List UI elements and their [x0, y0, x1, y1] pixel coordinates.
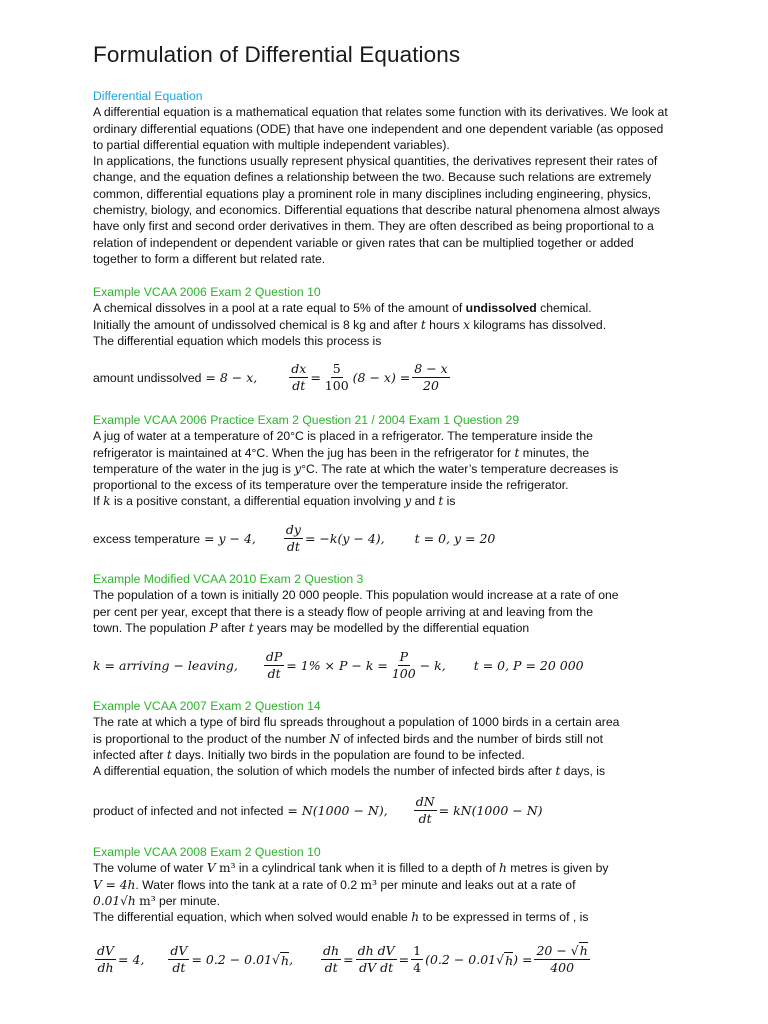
fraction-numerator: 1 — [413, 943, 422, 958]
fraction-denominator: dh — [97, 960, 114, 975]
intro-paragraph-2: In applications, the functions usually represent physical quantities, the derivatives represent their rates of change, and the equation defines a relationship between the two. Because such relations are extremely common, differential equations play a prominent role in many disciplines including engineering, physics, chemistry, biology, and economics. Differential equations that describe natural phenomena almost always have only first and second order derivatives in them. They are often described as being proportional to a relation of independent or dependent variable or given rates that can be multiplied together or added together to form a different but related rate. — [93, 154, 661, 266]
example-2-heading: Example VCAA 2006 Practice Exam 2 Question 21 / 2004 Exam 1 Question 29 — [93, 413, 520, 427]
document-page — [93, 42, 673, 86]
example-2-section — [93, 412, 673, 510]
eq-expression: = −k(y − 4), — [304, 531, 385, 546]
text-run: after — [217, 620, 249, 635]
derivative-dv-dt — [168, 944, 189, 975]
fraction-denominator: 20 — [423, 378, 439, 393]
math-var-k: k — [103, 494, 111, 509]
emphasis-undissolved: undissolved — [465, 301, 537, 316]
example-5-line-2 — [93, 877, 673, 893]
example-3-heading: Example Modified VCAA 2010 Exam 2 Question 3 — [93, 572, 364, 586]
math-var-t: t — [514, 445, 520, 460]
fraction-numerator: dP — [265, 649, 283, 664]
example-4-line-3 — [93, 747, 673, 763]
intro-paragraph-1: A differential equation is a mathematical equation that relates some function with its derivatives. We look at ordinary differential equations (ODE) that have one independent and one dependent variable (as opposed to partial differential equation with multiple independent variables). — [93, 105, 668, 152]
text-run: per minute. — [155, 893, 220, 908]
example-2-line-5 — [93, 493, 673, 509]
example-2-line-2 — [93, 445, 673, 461]
example-1-equation — [93, 362, 452, 393]
fraction-8-x-20 — [412, 362, 449, 393]
fraction-numerator: dN — [415, 794, 435, 809]
fraction-numerator: dV — [170, 943, 188, 958]
eq-lhs: k = arriving − leaving, — [93, 658, 238, 673]
example-5-line-3 — [93, 893, 673, 909]
text-run: refrigerator is maintained at 4°C. When the jug has been in the refrigerator for — [93, 445, 515, 460]
eq-expression: (8 − x) = — [352, 370, 411, 385]
math-var-t: t — [438, 494, 444, 509]
text-run: . Water flows into the tank at a rate of 0.2 — [135, 877, 361, 892]
math-var-p: P — [209, 620, 218, 635]
unit-m3: m³ — [139, 893, 156, 908]
fraction-denominator: 4 — [413, 960, 422, 975]
example-4-line-4 — [93, 763, 673, 779]
numerator-text: 20 − — [536, 943, 567, 958]
fraction-numerator: P — [399, 649, 408, 664]
example-5-line-1 — [93, 860, 673, 876]
text-run: temperature of the water in the jug is — [93, 461, 295, 476]
text-run: in a cylindrical tank when it is filled to a depth of — [235, 861, 499, 876]
math-expression: 0.01√h — [93, 893, 136, 908]
example-5-line-4 — [93, 909, 673, 925]
fraction-denominator: dt — [286, 539, 300, 554]
intro-section — [93, 88, 673, 267]
example-2-equation — [93, 523, 495, 554]
sqrt-radicand: h — [505, 952, 514, 968]
eq-expression: , — [289, 952, 294, 967]
example-4-line-2 — [93, 731, 673, 747]
text-run: , is — [572, 910, 589, 925]
text-run: of infected birds and the number of birds still not — [340, 731, 603, 746]
equals-sign: = — [343, 952, 354, 967]
example-5-equation — [93, 944, 592, 975]
sqrt-radicand: h — [281, 952, 290, 968]
sqrt-symbol: √ — [496, 952, 505, 967]
example-4-heading: Example VCAA 2007 Exam 2 Question 14 — [93, 699, 321, 713]
example-2-line-4: proportional to the excess of its temperature over the temperature inside the refrigerator. — [93, 478, 569, 493]
fraction-denominator: 100 — [324, 378, 349, 393]
math-var-x: x — [463, 317, 470, 332]
example-5-section — [93, 844, 673, 925]
fraction-denominator: dt — [418, 811, 432, 826]
page-title: Formulation of Differential Equations — [93, 42, 461, 67]
eq-rhs: = N(1000 − N), — [287, 803, 388, 818]
eq-expression: − k, — [419, 658, 446, 673]
example-2-line-3 — [93, 461, 673, 477]
text-run: The volume of water — [93, 861, 207, 876]
text-run: is proportional to the product of the number — [93, 731, 330, 746]
example-1-heading: Example VCAA 2006 Exam 2 Question 10 — [93, 285, 321, 299]
fraction-numerator: dx — [291, 361, 307, 376]
example-1-section — [93, 284, 673, 349]
unit-m3: m³ — [219, 861, 236, 876]
text-run: metres is given by — [506, 861, 609, 876]
initial-condition: t = 0, y = 20 — [414, 531, 496, 546]
example-5-heading: Example VCAA 2008 Exam 2 Question 10 — [93, 845, 321, 859]
fraction-denominator: dt — [267, 666, 281, 681]
eq-expression: ) = — [513, 952, 533, 967]
math-var-t: t — [248, 620, 254, 635]
fraction-denominator: dt — [292, 378, 306, 393]
text-run: days, is — [560, 764, 606, 779]
eq-expression: = kN(1000 − N) — [438, 803, 543, 818]
text-run: to be expressed in terms of — [419, 910, 573, 925]
derivative-dv-dh — [95, 944, 116, 975]
eq-label: amount undissolved — [93, 370, 202, 385]
derivative-dx-dt — [289, 362, 308, 393]
eq-label: excess temperature — [93, 531, 201, 546]
chain-rule-product — [356, 944, 397, 975]
example-1-line-2 — [93, 317, 673, 333]
derivative-dy-dt — [284, 523, 303, 554]
example-4-section — [93, 698, 673, 779]
text-run: is — [443, 494, 456, 509]
fraction-numerator: dy — [285, 522, 301, 537]
intro-heading: Differential Equation — [93, 89, 203, 103]
unit-m3: m³ — [360, 877, 377, 892]
fraction-denominator: 400 — [550, 960, 575, 975]
derivative-dp-dt — [264, 650, 284, 681]
example-3-line-2: per cent per year, except that there is a steady flow of people arriving at and leaving from the — [93, 604, 593, 619]
example-4-line-1: The rate at which a type of bird flu spreads throughout a population of 1000 birds in a certain area — [93, 715, 620, 730]
derivative-dh-dt — [321, 944, 341, 975]
text-run: town. The population — [93, 620, 210, 635]
derivative-dn-dt — [414, 795, 437, 826]
text-run: per minute and leaks out at a rate of — [376, 877, 576, 892]
math-var-y: y — [294, 461, 302, 476]
text-run: days. Initially two birds in the population are found to be infected. — [171, 747, 525, 762]
example-3-equation — [93, 650, 584, 681]
eq-rhs: = 8 − x, — [205, 370, 258, 385]
math-var-t: t — [420, 317, 426, 332]
math-var-t: t — [166, 747, 172, 762]
eq-expression: = 0.2 − 0.01 — [191, 952, 273, 967]
math-expression: V = 4h — [93, 877, 136, 892]
equals-sign: = — [310, 370, 321, 385]
example-3-section — [93, 571, 673, 636]
example-4-equation — [93, 795, 543, 826]
fraction-denominator: dt — [324, 960, 338, 975]
text-run: infected after — [93, 747, 167, 762]
fraction-final — [534, 944, 589, 975]
text-run: kilograms has dissolved. — [469, 317, 607, 332]
math-var-t: t — [555, 764, 561, 779]
example-1-line-3: The differential equation which models this process is — [93, 333, 382, 348]
initial-condition: t = 0, P = 20 000 — [473, 658, 584, 673]
math-var-h: h — [499, 861, 507, 876]
fraction-numerator: dh — [323, 943, 340, 958]
fraction-p-100 — [390, 650, 418, 681]
text-run: and — [411, 494, 439, 509]
eq-expression: (0.2 − 0.01 — [425, 952, 497, 967]
text-run: is a positive constant, a differential equation involving — [110, 494, 405, 509]
text-run: A chemical dissolves in a pool at a rate equal to 5% of the amount of — [93, 301, 466, 316]
fraction-denominator: dt — [172, 960, 186, 975]
example-2-line-1: A jug of water at a temperature of 20°C is placed in a refrigerator. The temperature inside the — [93, 429, 593, 444]
text-run: The differential equation, which when solved would enable — [93, 910, 412, 925]
example-3-line-3 — [93, 620, 673, 636]
text-run: chemical. — [536, 301, 592, 316]
fraction-numerator: 20 − √h — [536, 943, 588, 958]
math-var-n: N — [329, 731, 341, 746]
example-3-line-1: The population of a town is initially 20 000 people. This population would increase at a rate of one — [93, 588, 619, 603]
fraction-5-100 — [323, 362, 351, 393]
text-run: °C. The rate at which the water’s temperature decreases is — [301, 461, 619, 476]
eq-expression: = 4, — [118, 952, 145, 967]
sqrt-radicand: h — [579, 943, 588, 958]
text-run: minutes, the — [519, 445, 590, 460]
example-1-line-1 — [93, 300, 673, 316]
fraction-1-4 — [411, 944, 423, 975]
eq-rhs: = y − 4, — [204, 531, 256, 546]
fraction-numerator: 5 — [332, 361, 341, 376]
fraction-numerator: dh dV — [357, 943, 395, 958]
fraction-denominator: 100 — [391, 666, 416, 681]
fraction-denominator: dV dt — [359, 960, 394, 975]
fraction-numerator: dV — [97, 943, 115, 958]
text-run: Initially the amount of undissolved chemical is 8 kg and after — [93, 317, 421, 332]
text-run: A differential equation, the solution of which models the number of infected birds after — [93, 764, 556, 779]
sqrt-symbol: √ — [272, 952, 280, 967]
math-var-h: h — [411, 910, 420, 925]
math-var-y: y — [404, 494, 412, 509]
eq-label: product of infected and not infected — [93, 803, 284, 818]
eq-expression: = 1% × P − k = — [286, 658, 388, 673]
text-run: hours — [425, 317, 464, 332]
text-run: years may be modelled by the differential equation — [253, 620, 530, 635]
text-run: If — [93, 494, 104, 509]
equals-sign: = — [398, 952, 410, 967]
fraction-numerator: 8 − x — [414, 361, 448, 376]
math-var-v: V — [206, 861, 216, 876]
